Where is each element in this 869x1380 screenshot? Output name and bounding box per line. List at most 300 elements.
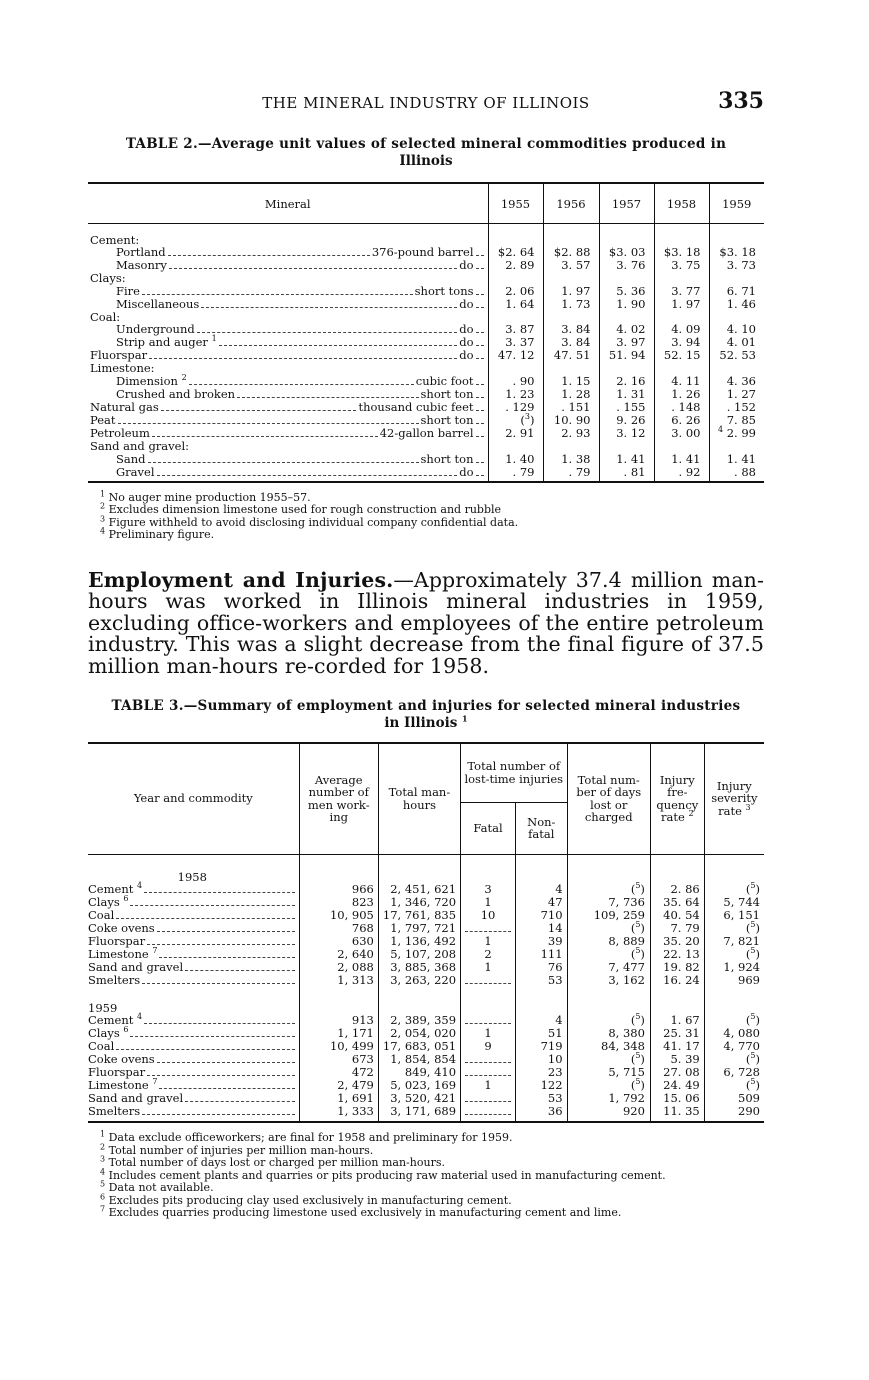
value-cell: 2, 088: [299, 961, 378, 974]
unit: do: [459, 258, 474, 273]
value-cell: 2. 06: [488, 285, 543, 298]
value-cell: $^4$ 2. 99: [709, 427, 764, 440]
table2-header-year: 1956: [543, 183, 599, 223]
value-cell: 1. 90: [599, 298, 654, 311]
value-cell: 1. 27: [709, 388, 764, 401]
row-label: [88, 285, 488, 298]
value-cell: ($^5$): [567, 1053, 650, 1066]
value-cell: 3. 76: [599, 259, 654, 272]
value-cell: 24. 49: [650, 1079, 704, 1092]
value-cell: 1, 792: [567, 1092, 650, 1105]
row-label: [88, 336, 488, 349]
value-cell: 6. 26: [654, 414, 709, 427]
value-cell: . 92: [654, 466, 709, 482]
footnote-ref: 5: [635, 1051, 641, 1061]
value-cell: [488, 440, 543, 453]
value-cell: 3, 885, 368: [378, 961, 460, 974]
mineral-name: Petroleum: [90, 425, 150, 440]
leader-dots: [159, 956, 294, 958]
value-cell: . 90: [488, 375, 543, 388]
table-row: [88, 427, 764, 440]
value-cell: 47: [516, 896, 567, 909]
table-row: [88, 896, 764, 909]
footnote-mark: 4: [100, 1167, 106, 1176]
leader-dots: [142, 293, 413, 295]
value-cell: 1. 41: [654, 453, 709, 466]
table-row: [88, 948, 764, 961]
table-row: [88, 246, 764, 259]
value-cell: 2: [461, 948, 516, 961]
commodity-label: [88, 1105, 299, 1122]
value-cell: 5, 023, 169: [378, 1079, 460, 1092]
value-cell: 8, 380: [567, 1027, 650, 1040]
value-cell: 630: [299, 935, 378, 948]
value-cell: 2, 054, 020: [378, 1027, 460, 1040]
leader-dots: [201, 306, 457, 308]
leader-dots: [237, 396, 418, 398]
value-cell: 3: [461, 883, 516, 896]
row-label: [88, 298, 488, 311]
value-cell: [543, 223, 599, 246]
value-cell: 3, 263, 220: [378, 974, 460, 987]
footnote-ref: 5: [750, 946, 756, 956]
paragraph-text: —Approximately 37.4 million man-hours was worked in Illinois mineral industries in 1959, excluding office-workers and employees of the entire petroleum industry. This was a slight decrease from the final figure of 37.5 million man-hours re-corded for 1958.: [88, 567, 765, 678]
mineral-name: Dimension $^2$: [116, 373, 187, 388]
row-label: Limestone:: [90, 361, 155, 376]
footnote-ref: 5: [635, 881, 641, 891]
value-cell: 719: [516, 1040, 567, 1053]
running-head: [88, 88, 764, 122]
row-label: [88, 453, 488, 466]
leader-dots: [142, 1113, 295, 1115]
commodity-name: Sand and gravel: [88, 959, 184, 974]
table-row: [88, 935, 764, 948]
footnote-ref: 5: [750, 1077, 756, 1087]
value-cell: 4, 770: [704, 1040, 764, 1053]
commodity-name: Cement $^4$: [88, 881, 143, 896]
unit: short ton: [420, 412, 474, 427]
footnote-mark: 6: [100, 1192, 106, 1201]
commodity-name: Coal: [88, 907, 115, 922]
commodity-label: [88, 1027, 299, 1040]
value-cell: 913: [299, 1014, 378, 1027]
leader-dots: [476, 461, 484, 463]
leader-dots: [116, 917, 294, 919]
page-number: 335: [718, 88, 764, 114]
table2-header-year: 1959: [709, 183, 764, 223]
table-row: [88, 466, 764, 482]
value-cell: 3, 171, 689: [378, 1105, 460, 1122]
value-cell: ($^5$): [704, 948, 764, 961]
value-cell: 7, 477: [567, 961, 650, 974]
value-cell: 673: [299, 1053, 378, 1066]
footnote-ref: 4: [717, 425, 724, 435]
leader-dots: [476, 254, 484, 256]
commodity-name: Coal: [88, 1039, 115, 1054]
value-cell: 3. 84: [543, 323, 599, 336]
footnote-ref: 4: [137, 1012, 143, 1022]
leader-dots: [148, 461, 419, 463]
table3: [88, 742, 764, 1124]
leader-dots: [130, 904, 294, 906]
value-cell: 1. 28: [543, 388, 599, 401]
footnote-text: No auger mine production 1955–57.: [108, 490, 311, 504]
value-cell: 4: [516, 1014, 567, 1027]
table2-caption: TABLE 2.—Average unit values of selected mineral commodities produced in Illinois: [125, 136, 727, 169]
value-cell: 7. 79: [650, 922, 704, 935]
value-cell: 3. 87: [488, 323, 543, 336]
value-cell: ($^5$): [567, 948, 650, 961]
value-cell: 1. 97: [654, 298, 709, 311]
leader-dots: [476, 383, 484, 385]
table-row: [88, 336, 764, 349]
value-cell: 27. 08: [650, 1066, 704, 1079]
leader-dash: [465, 976, 511, 984]
row-label: Coal:: [90, 309, 121, 324]
value-cell: 6, 728: [704, 1066, 764, 1079]
table2-header-year: 1957: [599, 183, 654, 223]
value-cell: [461, 1105, 516, 1122]
table3-header-severity: Injury severity rate $^3$: [704, 743, 764, 855]
value-cell: 2. 16: [599, 375, 654, 388]
footnote-text: Data exclude officeworkers; are final for 1958 and preliminary for 1959.: [108, 1131, 513, 1145]
value-cell: . 79: [488, 466, 543, 482]
row-label: [88, 466, 488, 482]
value-cell: 19. 82: [650, 961, 704, 974]
value-cell: 2. 91: [488, 427, 543, 440]
leader-dots: [169, 267, 457, 269]
value-cell: 11. 35: [650, 1105, 704, 1122]
value-cell: 7. 85: [709, 414, 764, 427]
commodity-label: [88, 922, 299, 935]
footnote-mark: 2: [100, 1142, 106, 1151]
value-cell: . 81: [599, 466, 654, 482]
unit: do: [459, 322, 474, 337]
value-cell: [709, 223, 764, 246]
value-cell: [461, 922, 516, 935]
value-cell: 109, 259: [567, 909, 650, 922]
leader-dots: [185, 1100, 294, 1102]
table3-header-days: Total num-ber of days lost or charged: [567, 743, 650, 855]
leader-dots: [147, 943, 295, 945]
footnote-ref: 5: [635, 920, 641, 930]
footnote-ref: 5: [635, 1012, 641, 1022]
running-title: THE MINERAL INDUSTRY OF ILLINOIS: [262, 94, 590, 112]
value-cell: [488, 223, 543, 246]
value-cell: 1. 23: [488, 388, 543, 401]
value-cell: ($^5$): [704, 883, 764, 896]
leader-dots: [157, 1061, 295, 1063]
value-cell: 76: [516, 961, 567, 974]
table3-header-lost-time: Total number of lost-time injuries: [461, 743, 567, 803]
value-cell: 823: [299, 896, 378, 909]
value-cell: 290: [704, 1105, 764, 1122]
value-cell: 10, 905: [299, 909, 378, 922]
mineral-name: Miscellaneous: [116, 296, 200, 311]
value-cell: [599, 272, 654, 285]
commodity-name: Limestone $^7$: [88, 1077, 158, 1093]
leader-dots: [116, 1048, 294, 1050]
value-cell: 1, 924: [704, 961, 764, 974]
year-row: [88, 854, 764, 883]
commodity-name: Clays $^6$: [88, 1025, 129, 1041]
table3-header-frequency: Injury fre-quency rate $^2$: [650, 743, 704, 855]
year-label: 1958: [177, 869, 207, 884]
value-cell: 10. 90: [543, 414, 599, 427]
value-cell: $3. 18: [654, 246, 709, 259]
value-cell: 52. 15: [654, 349, 709, 362]
commodity-label: [88, 935, 299, 948]
commodity-name: Fluorspar: [88, 933, 146, 948]
unit: do: [459, 296, 474, 311]
value-cell: ($^3$): [488, 414, 543, 427]
table-row: [88, 922, 764, 935]
value-cell: 1, 854, 854: [378, 1053, 460, 1066]
unit: 42-gallon barrel: [379, 425, 474, 440]
leader-dots: [161, 409, 357, 411]
value-cell: 1. 15: [543, 375, 599, 388]
footnote-mark: 2: [100, 501, 106, 511]
unit: do: [459, 348, 474, 363]
value-cell: 36: [516, 1105, 567, 1122]
footnote-mark: 4: [100, 526, 106, 536]
value-cell: 5. 36: [599, 285, 654, 298]
value-cell: 2. 93: [543, 427, 599, 440]
value-cell: 3. 00: [654, 427, 709, 440]
value-cell: 15. 06: [650, 1092, 704, 1105]
footnote-ref: 6: [123, 894, 129, 904]
leader-dots: [159, 1087, 294, 1089]
value-cell: 23: [516, 1066, 567, 1079]
leader-dots: [197, 331, 457, 333]
table3-header-hours: Total man-hours: [378, 743, 460, 855]
row-label: Clays:: [90, 271, 126, 286]
table-row: [88, 909, 764, 922]
leader-dots: [168, 254, 370, 256]
commodity-label: [88, 896, 299, 909]
paragraph-lead: Employment and Injuries.: [88, 567, 394, 592]
commodity-label: [88, 961, 299, 974]
mineral-name: Portland: [116, 245, 166, 260]
year-row: [88, 987, 764, 1014]
value-cell: [461, 1092, 516, 1105]
value-cell: $2. 64: [488, 246, 543, 259]
value-cell: 4. 10: [709, 323, 764, 336]
value-cell: [488, 272, 543, 285]
commodity-label: [88, 974, 299, 987]
value-cell: [654, 440, 709, 453]
value-cell: 472: [299, 1066, 378, 1079]
value-cell: 41. 17: [650, 1040, 704, 1053]
value-cell: 710: [516, 909, 567, 922]
value-cell: . 88: [709, 466, 764, 482]
value-cell: ($^5$): [704, 1079, 764, 1092]
leader-dots: [476, 435, 484, 437]
value-cell: 1: [461, 935, 516, 948]
table2-header-year: 1958: [654, 183, 709, 223]
footnote-ref: 7: [152, 946, 158, 956]
value-cell: 1. 41: [599, 453, 654, 466]
leader-dots: [476, 422, 484, 424]
table2-body: [88, 223, 764, 481]
table3-header-commodity: Year and commodity: [88, 743, 299, 855]
value-cell: 1, 797, 721: [378, 922, 460, 935]
leader-dots: [185, 969, 294, 971]
value-cell: . 151: [543, 401, 599, 414]
footnote-mark: 7: [100, 1204, 106, 1214]
table-row: [88, 974, 764, 987]
table-row: [88, 272, 764, 285]
value-cell: 4. 09: [654, 323, 709, 336]
value-cell: 1. 40: [488, 453, 543, 466]
body-paragraph: [88, 567, 765, 678]
footnote-text: Excludes dimension limestone used for rough construction and rubble: [108, 503, 502, 517]
table2-header-year: 1955: [488, 183, 543, 223]
mineral-name: Peat: [90, 412, 116, 427]
value-cell: 969: [704, 974, 764, 987]
value-cell: 1, 691: [299, 1092, 378, 1105]
footnote-ref: 5: [750, 920, 756, 930]
footnote-ref: 5: [750, 1012, 756, 1022]
value-cell: [543, 272, 599, 285]
page: [88, 88, 764, 1220]
value-cell: 51. 94: [599, 349, 654, 362]
value-cell: 849, 410: [378, 1066, 460, 1079]
value-cell: 2, 451, 621: [378, 883, 460, 896]
table-row: [88, 440, 764, 453]
value-cell: 35. 64: [650, 896, 704, 909]
mineral-name: Crushed and broken: [116, 386, 236, 401]
value-cell: 3. 37: [488, 336, 543, 349]
footnote-text: Preliminary figure.: [108, 528, 215, 542]
table2-header-row: [88, 183, 764, 223]
value-cell: ($^5$): [567, 1014, 650, 1027]
footnote-ref: 5: [635, 946, 641, 956]
leader-dots: [149, 357, 457, 359]
value-cell: 3. 97: [599, 336, 654, 349]
commodity-name: Clays $^6$: [88, 894, 129, 909]
value-cell: ($^5$): [567, 883, 650, 896]
value-cell: 2. 89: [488, 259, 543, 272]
unit: do: [459, 464, 474, 479]
value-cell: 17, 683, 051: [378, 1040, 460, 1053]
footnote-mark: 1: [100, 488, 106, 498]
unit: short tons: [414, 283, 474, 298]
value-cell: [461, 974, 516, 987]
value-cell: . 79: [543, 466, 599, 482]
unit: do: [459, 335, 474, 350]
value-cell: 1: [461, 961, 516, 974]
value-cell: 10: [516, 1053, 567, 1066]
row-label: Sand and gravel:: [90, 438, 190, 453]
value-cell: ($^5$): [567, 1079, 650, 1092]
table-row: [88, 883, 764, 896]
value-cell: 2, 479: [299, 1079, 378, 1092]
value-cell: 4. 01: [709, 336, 764, 349]
mineral-name: Masonry: [116, 258, 167, 273]
value-cell: 920: [567, 1105, 650, 1122]
commodity-name: Sand and gravel: [88, 1091, 184, 1106]
table-row: [88, 961, 764, 974]
footnote-ref: 5: [750, 881, 756, 891]
mineral-name: Gravel: [116, 464, 155, 479]
footnote-text: Data not available.: [108, 1181, 214, 1195]
value-cell: 3. 75: [654, 259, 709, 272]
footnote-text: Total number of injuries per million man-hours.: [108, 1143, 374, 1157]
footnote-ref: 2: [181, 373, 187, 383]
value-cell: [709, 440, 764, 453]
value-cell: 2. 86: [650, 883, 704, 896]
leader-dots: [144, 891, 295, 893]
table-row: [88, 1105, 764, 1122]
value-cell: 52. 53: [709, 349, 764, 362]
value-cell: . 152: [709, 401, 764, 414]
value-cell: 1, 313: [299, 974, 378, 987]
value-cell: 2, 640: [299, 948, 378, 961]
mineral-name: Sand: [116, 451, 146, 466]
footnote-ref: 3: [524, 412, 530, 422]
value-cell: 966: [299, 883, 378, 896]
value-cell: [599, 440, 654, 453]
value-cell: $2. 88: [543, 246, 599, 259]
footnote-ref: 5: [750, 1051, 756, 1061]
value-cell: ($^5$): [704, 922, 764, 935]
value-cell: ($^5$): [567, 922, 650, 935]
value-cell: 53: [516, 1092, 567, 1105]
leader-dots: [144, 1022, 295, 1024]
table-row: [88, 285, 764, 298]
table3-header-fatal: Fatal: [461, 802, 516, 854]
value-cell: 84, 348: [567, 1040, 650, 1053]
value-cell: [543, 440, 599, 453]
commodity-name: Limestone $^7$: [88, 946, 158, 961]
footnote-text: Total number of days lost or charged per million man-hours.: [108, 1156, 445, 1170]
commodity-name: Cement $^4$: [88, 1012, 143, 1028]
leader-dots: [476, 357, 484, 359]
footnote-ref: 7: [152, 1077, 158, 1087]
leader-dots: [189, 383, 414, 385]
value-cell: 25. 31: [650, 1027, 704, 1040]
value-cell: 1. 64: [488, 298, 543, 311]
leader-dash: [465, 1016, 511, 1024]
value-cell: 1, 346, 720: [378, 896, 460, 909]
leader-dots: [476, 306, 484, 308]
leader-dots: [157, 930, 295, 932]
leader-dots: [476, 409, 484, 411]
value-cell: 1. 38: [543, 453, 599, 466]
value-cell: 1: [461, 896, 516, 909]
commodity-name: Smelters: [88, 972, 141, 987]
value-cell: 6, 151: [704, 909, 764, 922]
value-cell: 4. 36: [709, 375, 764, 388]
mineral-name: Fluorspar: [90, 348, 148, 363]
value-cell: 509: [704, 1092, 764, 1105]
value-cell: 9: [461, 1040, 516, 1053]
table-row: [88, 259, 764, 272]
footnote-ref: 4: [137, 881, 143, 891]
footnote-ref: 6: [123, 1025, 129, 1035]
value-cell: 6. 71: [709, 285, 764, 298]
table-row: [88, 223, 764, 246]
table3-footnotes: [88, 1129, 764, 1220]
value-cell: 1. 67: [650, 1014, 704, 1027]
value-cell: $3. 03: [599, 246, 654, 259]
table2-footnotes: [88, 488, 764, 542]
unit: short ton: [420, 451, 474, 466]
leader-dash: [465, 924, 511, 932]
leader-dash: [465, 1055, 511, 1063]
value-cell: 3. 12: [599, 427, 654, 440]
